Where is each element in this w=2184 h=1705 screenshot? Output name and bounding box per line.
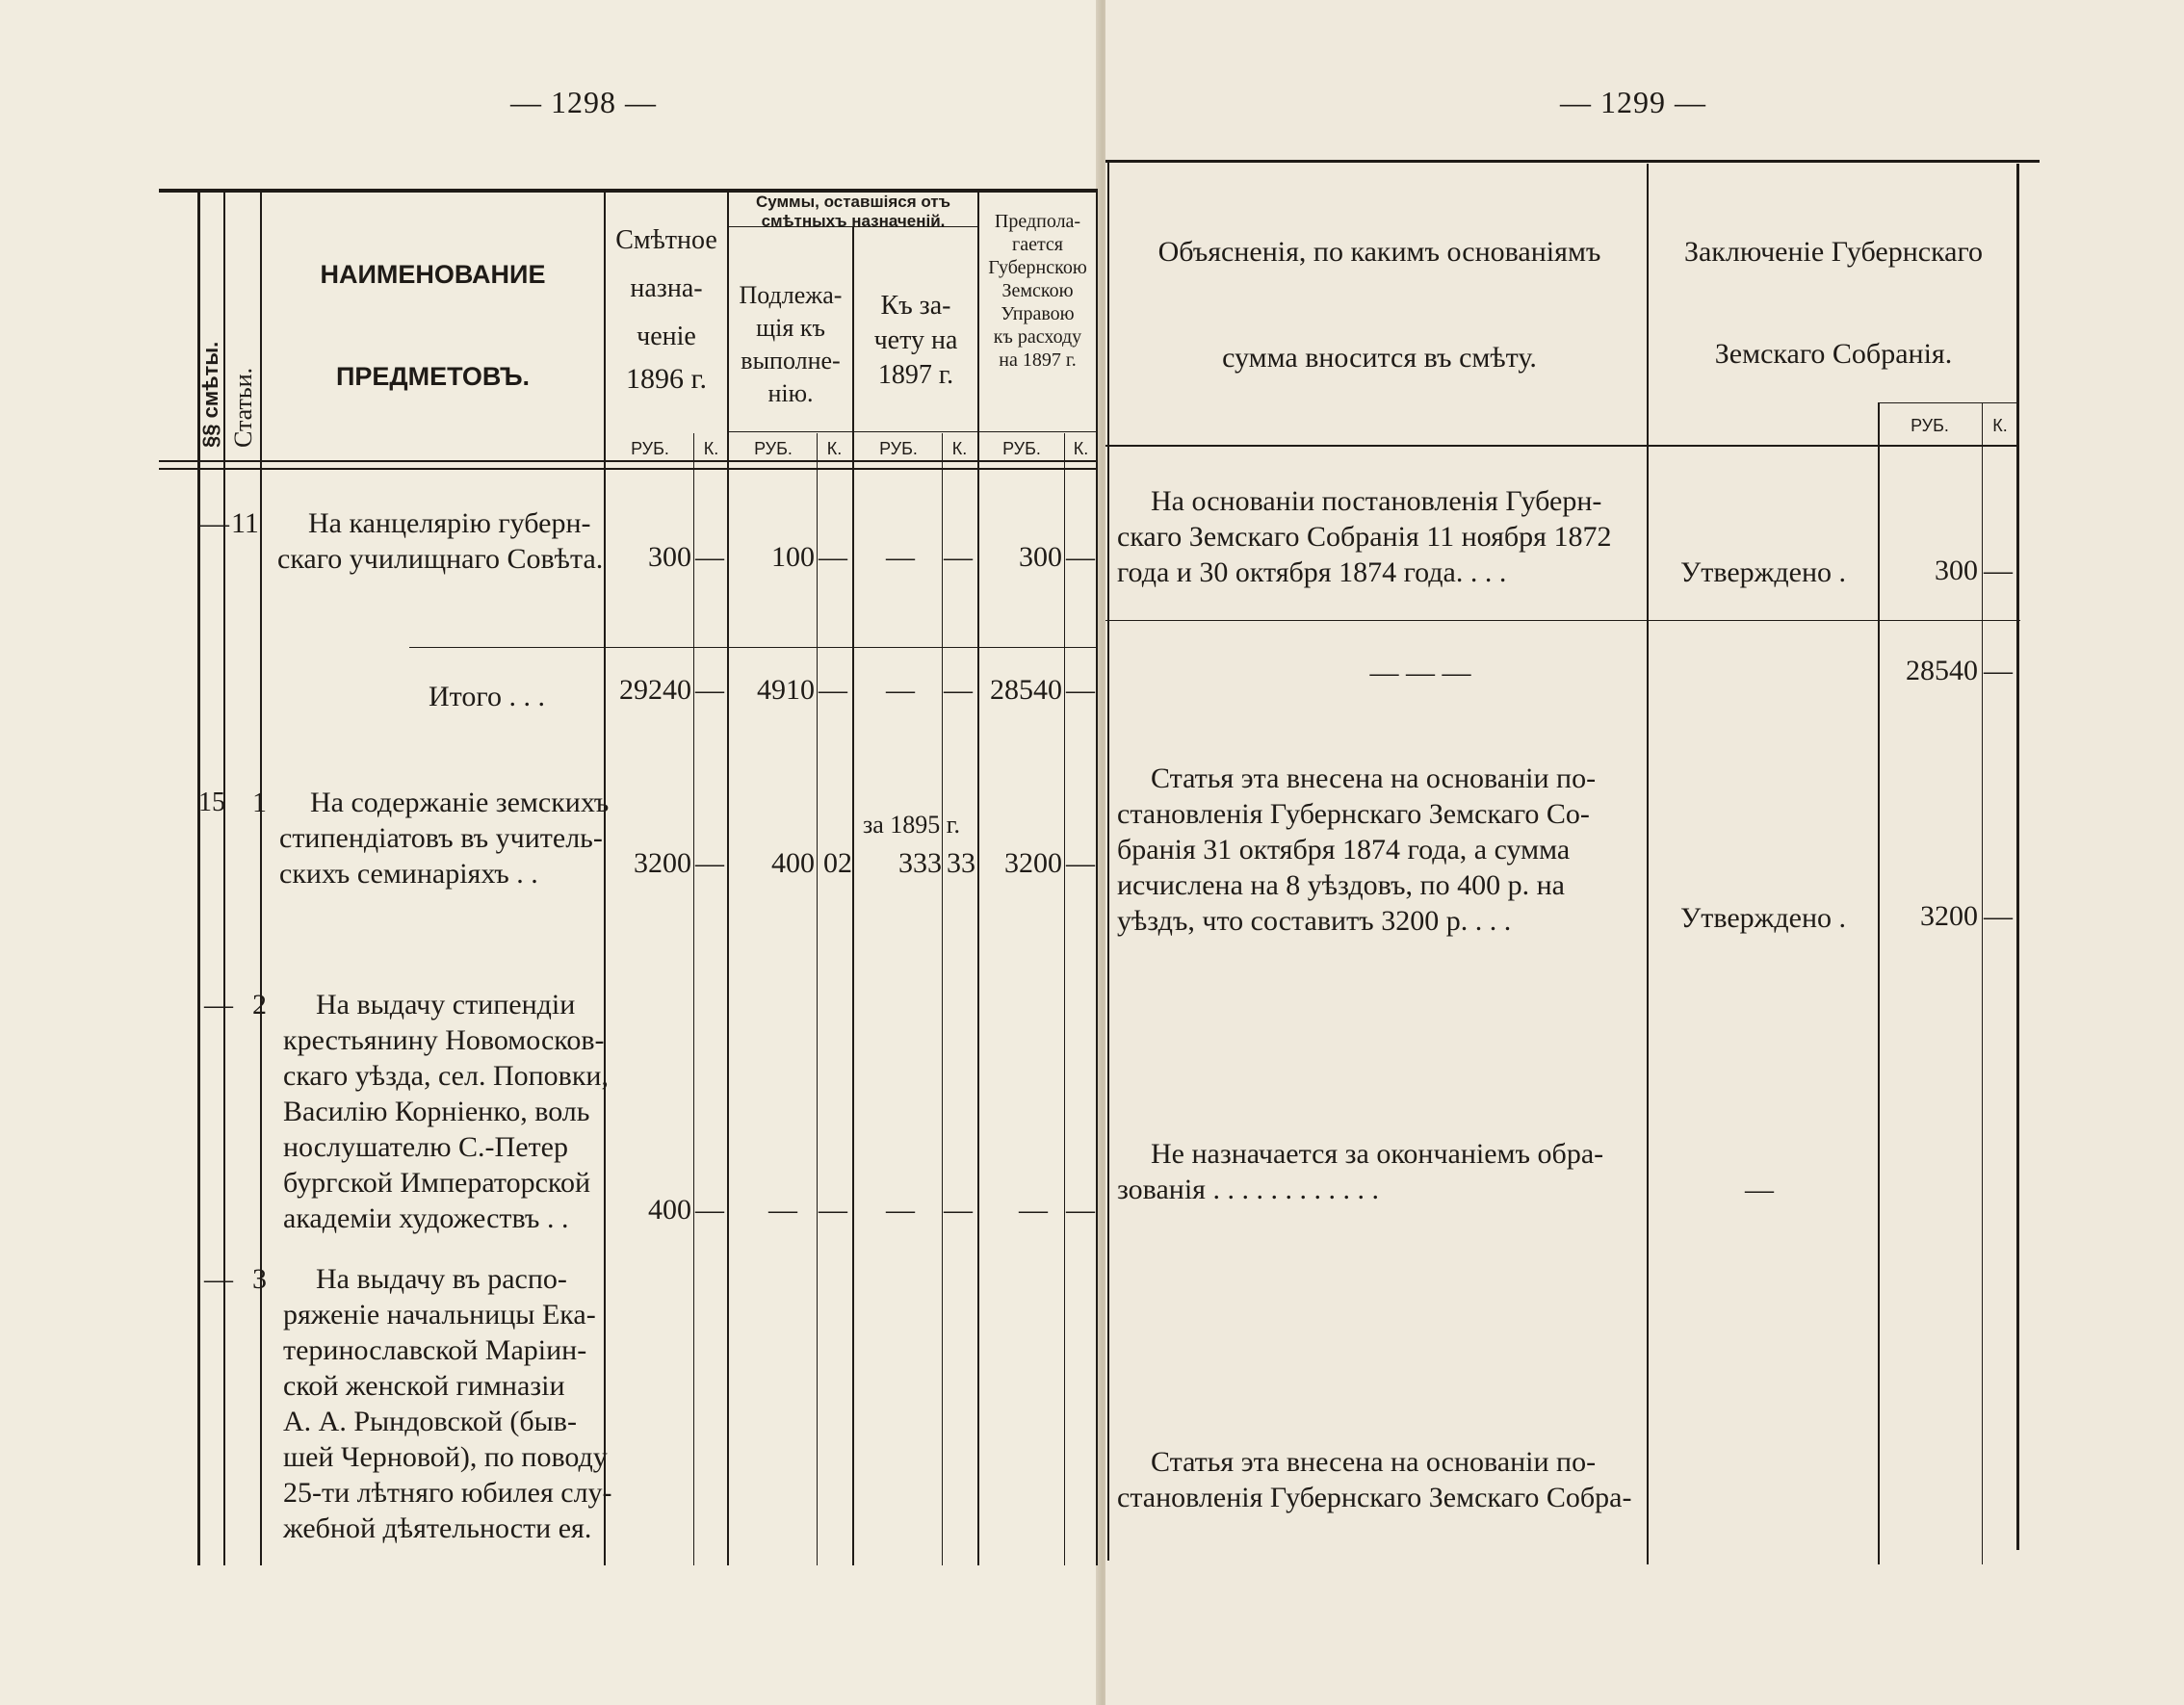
right-col-line <box>1982 402 1983 1564</box>
row4-name-3: скаго уѣзда, сел. Поповки, <box>283 1060 609 1092</box>
r-row5-text-2: становленія Губернскаго Земскаго Собра- <box>1117 1482 1632 1513</box>
header-explain-2: сумма вносится въ смѣту. <box>1222 342 1537 374</box>
row5-statya: 3 <box>252 1263 267 1295</box>
r-row3-rub: 3200 <box>1920 900 1978 932</box>
col-line <box>817 433 818 1565</box>
row5-name-4: ской женской гимназіи <box>283 1370 565 1402</box>
header-kzachetu-3: 1897 г. <box>877 360 954 390</box>
col-line <box>260 189 262 1565</box>
row3-c1: 3200 <box>634 847 691 879</box>
row3-smeta: 15 <box>198 788 225 817</box>
itogo-c2k: — <box>819 674 847 706</box>
row4-name-6: бургской Императорской <box>283 1167 591 1199</box>
itogo-c1k: — <box>695 674 724 706</box>
header-kzachetu-1: Къ за- <box>880 291 951 321</box>
r-row1-verdict: Утверждено . <box>1680 556 1847 588</box>
row5-name-2: ряженіе начальницы Ека- <box>283 1299 596 1330</box>
right-row-rule <box>1105 620 2020 621</box>
row1-c1k: — <box>695 541 724 573</box>
right-table-top-rule <box>1105 160 2040 163</box>
col-line <box>1064 433 1065 1565</box>
r-row4-verdict: — <box>1745 1174 1774 1205</box>
row1-statya: 11 <box>231 507 259 539</box>
col-line <box>1096 189 1098 1565</box>
itogo-c2: 4910 <box>757 674 815 706</box>
row3-c3: 333 <box>898 847 942 879</box>
unit-kop: К. <box>951 439 968 458</box>
header-explain-1: Объясненія, по какимъ основаніямъ <box>1157 236 1601 268</box>
right-col-line <box>2016 164 2019 1550</box>
right-units-rule <box>1878 402 2018 403</box>
unit-kop: К. <box>1992 416 2008 435</box>
row1-name-2: скаго училищнаго Совѣта. <box>277 543 604 575</box>
row3-c1k: — <box>695 847 724 879</box>
r-row1-text-2: скаго Земскаго Собранія 11 ноября 1872 <box>1117 521 1612 553</box>
row4-c3: — <box>886 1194 915 1226</box>
row5-name-3: теринославской Маріин- <box>283 1334 587 1366</box>
header-predpol-7: на 1897 г. <box>999 349 1077 371</box>
header-summy-1: Суммы, оставшіяся отъ <box>755 193 951 211</box>
row4-name-2: крестьянину Новомосков- <box>283 1024 605 1056</box>
r-row1-rub: 300 <box>1935 555 1978 586</box>
itogo-c3: — <box>886 674 915 706</box>
r-row3-text-3: бранія 31 октября 1874 года, а сумма <box>1117 834 1571 865</box>
row4-name-1: На выдачу стипендіи <box>316 989 576 1020</box>
row5-name-8: жебной дѣятельности ея. <box>283 1512 592 1544</box>
r-row3-text-1: Статья эта внесена на основаніи по- <box>1151 762 1597 794</box>
row4-c1k: — <box>695 1194 724 1226</box>
row1-c4: 300 <box>1019 541 1062 573</box>
row5-name-1: На выдачу въ распо- <box>316 1263 567 1295</box>
row1-c2k: — <box>819 541 847 573</box>
header-statya: Статьи. <box>229 367 257 448</box>
itogo-label: Итого . . . <box>429 681 545 712</box>
row4-c2: — <box>768 1194 797 1226</box>
row3-c2: 400 <box>771 847 815 879</box>
row4-c4: — <box>1019 1194 1048 1226</box>
r-row1-text-1: На основаніи постановленія Губерн- <box>1151 485 1602 517</box>
row3-c2k: 02 <box>823 847 852 879</box>
header-bottom-rule-2 <box>159 468 1098 470</box>
r-row5-text-1: Статья эта внесена на основаніи по- <box>1151 1446 1597 1478</box>
row3-name-1: На содержаніе земскихъ <box>310 787 610 818</box>
itogo-c3k: — <box>944 674 973 706</box>
r-row3-text-5: уѣздъ, что составитъ 3200 р. . . . <box>1117 905 1512 937</box>
header-predpol-2: гается <box>1011 234 1064 255</box>
r-row2-kop: — <box>1984 655 2013 686</box>
row3-c3k: 33 <box>947 847 975 879</box>
header-predpol-3: Губернскою <box>988 257 1087 278</box>
row1-c3k: — <box>944 541 973 573</box>
row1-c4k: — <box>1066 541 1095 573</box>
page-number-right: — 1299 — <box>1560 85 1706 119</box>
unit-rub: РУБ. <box>879 439 918 458</box>
row5-smeta: — <box>204 1263 233 1295</box>
itogo-rule <box>409 647 1098 648</box>
header-predpol-5: Управою <box>1001 303 1075 324</box>
header-podlezh-3: выполне- <box>741 347 841 375</box>
row4-c2k: — <box>819 1194 847 1226</box>
itogo-c4k: — <box>1066 674 1095 706</box>
header-summy-2: смѣтныхъ назначеній. <box>761 212 946 230</box>
row4-name-7: академіи художествъ . . <box>283 1202 569 1234</box>
col-line <box>223 189 225 1565</box>
header-kzachetu-2: чету на <box>873 325 958 355</box>
col-line <box>942 433 943 1565</box>
unit-kop: К. <box>1073 439 1089 458</box>
header-predpol-1: Предпола- <box>994 211 1081 232</box>
row1-c2: 100 <box>771 541 815 573</box>
row1-c3: — <box>886 541 915 573</box>
row4-smeta: — <box>204 989 233 1020</box>
row3-c4k: — <box>1066 847 1095 879</box>
header-smetnoe-4: 1896 г. <box>626 363 707 395</box>
row4-name-4: Василію Корніенко, воль <box>283 1096 590 1127</box>
header-podlezh-4: нію. <box>767 379 814 407</box>
unit-kop: К. <box>826 439 843 458</box>
row4-statya: 2 <box>252 989 267 1020</box>
header-smeta: §§ смѣты. <box>198 341 222 448</box>
unit-rub: РУБ. <box>754 439 793 458</box>
header-name-2: ПРЕДМЕТОВЪ. <box>335 362 531 391</box>
row4-c3k: — <box>944 1194 973 1226</box>
header-podlezh-1: Подлежа- <box>739 281 843 309</box>
row3-statya: 1 <box>252 787 267 818</box>
itogo-c4: 28540 <box>990 674 1062 706</box>
header-predpol-4: Земскою <box>1001 280 1074 301</box>
row5-name-7: 25-ти лѣтняго юбилея слу- <box>283 1477 612 1509</box>
col-line <box>852 226 854 1565</box>
unit-rub: РУБ. <box>1002 439 1041 458</box>
unit-kop: К. <box>703 439 719 458</box>
header-bottom-rule <box>159 460 1098 462</box>
units-rule <box>729 431 1098 432</box>
header-predpol-6: къ расходу <box>993 326 1082 348</box>
header-podlezh-2: щія къ <box>756 314 825 342</box>
row5-name-5: А. А. Рындовской (быв- <box>283 1406 577 1437</box>
row1-smeta: — <box>200 507 229 539</box>
right-col-line <box>1647 164 1649 1564</box>
unit-rub: РУБ. <box>631 439 669 458</box>
col-line <box>693 433 694 1565</box>
r-row2-rub: 28540 <box>1906 655 1978 686</box>
r-row2-dashes: — — — <box>1369 657 1471 688</box>
r-row4-text-2: зованія . . . . . . . . . . . . <box>1117 1174 1379 1205</box>
header-smetnoe-1: Смѣтное <box>615 225 717 255</box>
right-col-line <box>1107 160 1109 1561</box>
itogo-c1: 29240 <box>619 674 691 706</box>
header-name-1: НАИМЕНОВАНИЕ <box>320 260 546 289</box>
page-number-left: — 1298 — <box>510 85 657 119</box>
row1-c1: 300 <box>648 541 691 573</box>
row3-name-2: стипендіатовъ въ учитель- <box>279 822 603 854</box>
row3-c3-note: за 1895 г. <box>863 811 961 839</box>
header-smetnoe-2: назна- <box>630 273 703 303</box>
row3-name-3: скихъ семинаріяхъ . . <box>279 858 538 890</box>
unit-rub: РУБ. <box>1911 416 1949 435</box>
r-row3-verdict: Утверждено . <box>1680 902 1847 934</box>
right-header-bottom-rule <box>1105 445 2018 447</box>
row4-c4k: — <box>1066 1194 1095 1226</box>
r-row3-text-2: становленія Губернскаго Земскаго Со- <box>1117 798 1590 830</box>
col-line <box>977 189 979 1565</box>
row5-name-6: шей Черновой), по поводу <box>283 1441 608 1473</box>
row1-name-1: На канцелярію губерн- <box>308 507 591 539</box>
row4-name-5: нослушателю С.-Петер <box>283 1131 568 1163</box>
r-row1-text-3: года и 30 октября 1874 года. . . . <box>1117 556 1507 588</box>
header-conclusion-1: Заключеніе Губернскаго <box>1683 236 1984 268</box>
r-row1-kop: — <box>1984 555 2013 586</box>
r-row3-kop: — <box>1984 900 2013 932</box>
header-conclusion-2: Земскаго Собранія. <box>1714 338 1953 370</box>
r-row3-text-4: исчислена на 8 уѣздовъ, по 400 р. на <box>1117 869 1565 901</box>
r-row4-text-1: Не назначается за окончаніемъ обра- <box>1151 1138 1604 1170</box>
header-smetnoe-3: ченіе <box>637 322 696 351</box>
row4-c1: 400 <box>648 1194 691 1226</box>
row3-c4: 3200 <box>1004 847 1062 879</box>
